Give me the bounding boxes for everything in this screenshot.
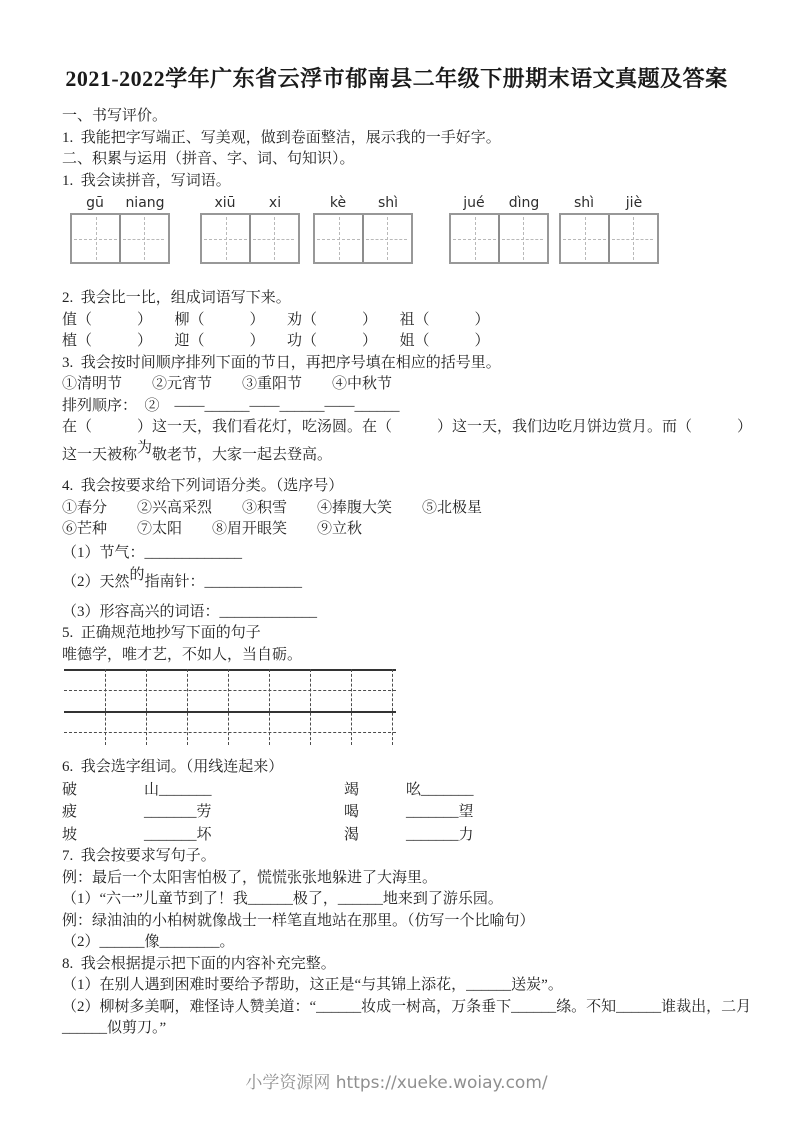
q3-order-line: 排列顺序： ② ——______——______——______ (62, 397, 400, 414)
q6-char: 破 (62, 781, 78, 798)
writing-box (70, 213, 170, 264)
q3-last-post: 敬老节，大家一起去登高。 (152, 446, 333, 463)
grid-line (310, 669, 311, 745)
q7-label: 7. 我会按要求写句子。 (62, 848, 216, 864)
pinyin-group (200, 195, 300, 264)
writing-cell (249, 215, 296, 262)
grid-line (187, 669, 188, 745)
q6-char: 坡 (62, 826, 78, 843)
q3-fill-line: 在（ ）这一天，我们看花灯，吃汤圆。在（ ）这一天，我们边吃月饼边赏月。而（ ） (62, 419, 753, 435)
q6-blank: _______望 (406, 804, 474, 820)
section1-item1: 1. 我能把字写端正、写美观，做到卷面整洁，展示我的一手好字。 (62, 129, 501, 146)
pinyin-syllable: jué (463, 195, 485, 211)
pinyin-syllable: niang (125, 195, 165, 211)
page-title: 2021-2022学年广东省云浮市郁南县二年级下册期末语文真题及答案 (65, 66, 728, 91)
q6-char: 竭 (344, 781, 360, 798)
pinyin-group (449, 195, 549, 264)
q2-row2: 植（ ） 迎（ ） 功（ ） 姐（ ） (62, 333, 490, 349)
q4-options2: ⑥芒种 ⑦太阳 ⑧眉开眼笑 ⑨立秋 (62, 521, 363, 537)
grid-line (392, 669, 393, 745)
q7-sub2: （2）______像________。 (62, 934, 235, 950)
grid-line (64, 690, 396, 691)
grid-line (64, 711, 396, 713)
q6-char: 渴 (344, 826, 360, 843)
writing-cell (608, 215, 655, 262)
pinyin-group (70, 195, 170, 264)
q3-last-line (62, 439, 775, 467)
writing-cell (72, 215, 119, 262)
q6-match-row (62, 779, 775, 802)
section2-heading: 二、积累与运用（拼音、字、词、句知识）。 (62, 151, 355, 167)
writing-box (200, 213, 300, 264)
q4-superscript: 的 (129, 567, 145, 583)
writing-box (449, 213, 549, 264)
pinyin-syllable: xi (268, 195, 282, 211)
writing-cell (315, 215, 362, 262)
pinyin-group (313, 195, 413, 264)
q6-blank: _______坏 (144, 826, 212, 843)
q2-label: 2. 我会比一比，组成词语写下来。 (62, 290, 291, 306)
footer-link[interactable]: 小学资源网 https://xueke.woiay.com/ (245, 1073, 548, 1093)
q6-blank: 山_______ (144, 781, 212, 798)
writing-cell (451, 215, 498, 262)
pinyin-syllable: dìng (508, 195, 540, 211)
q6-match-row (62, 801, 775, 824)
writing-cell (119, 215, 166, 262)
q5-label: 5. 正确规范地抄写下面的句子 (62, 625, 261, 641)
pinyin-syllable: kè (329, 195, 347, 211)
q3-superscript: 为 (137, 439, 153, 456)
q6-blank: _______力 (406, 826, 474, 843)
q6-blank: _______劳 (144, 804, 212, 820)
grid-line (269, 669, 270, 745)
pinyin-labels (313, 195, 413, 211)
q6-char: 疲 (62, 804, 78, 820)
q3-options: ①清明节 ②元宵节 ③重阳节 ④中秋节 (62, 376, 393, 392)
q8-sub1: （1）在别人遇到困难时要给予帮助，这正是“与其锦上添花，______送炭”。 (62, 977, 563, 993)
q6-blank: 吆_______ (406, 781, 474, 798)
grid-line (64, 669, 396, 671)
q4-sub2-pre: （2）天然 (62, 574, 130, 590)
writing-cell (561, 215, 608, 262)
q8-sub2-line2: ______似剪刀。” (62, 1020, 167, 1036)
grid-line (146, 669, 147, 745)
pinyin-grid-row (62, 195, 775, 264)
pinyin-syllable: shì (573, 195, 595, 211)
q2-row1: 值（ ） 柳（ ） 劝（ ） 祖（ ） (62, 311, 490, 328)
site-footer (0, 1068, 793, 1093)
pinyin-group (559, 195, 659, 264)
writing-box (559, 213, 659, 264)
copy-writing-grid (64, 669, 396, 745)
q7-example1: 例：最后一个太阳害怕极了，慌慌张张地躲进了大海里。 (62, 869, 438, 886)
writing-box (313, 213, 413, 264)
pinyin-labels (200, 195, 300, 211)
q4-sub2 (62, 567, 775, 594)
q3-label: 3. 我会按时间顺序排列下面的节日，再把序号填在相应的括号里。 (62, 354, 501, 371)
q4-sub1: （1）节气：_____________ (62, 544, 243, 561)
writing-cell (362, 215, 409, 262)
grid-line (64, 732, 396, 733)
writing-cell (498, 215, 545, 262)
q5-sentence: 唯德学，唯才艺，不如人，当自砺。 (62, 646, 303, 663)
q1-label: 1. 我会读拼音，写词语。 (62, 172, 231, 189)
q4-label: 4. 我会按要求给下列词语分类。（选序号） (62, 478, 344, 494)
grid-line (105, 669, 106, 745)
pinyin-syllable: xiū (214, 195, 236, 211)
q6-match-row (62, 824, 775, 847)
pinyin-syllable: jiè (625, 195, 643, 211)
grid-line (351, 669, 352, 745)
pinyin-labels (559, 195, 659, 211)
q4-options1: ①春分 ②兴高采烈 ③积雪 ④捧腹大笑 ⑤北极星 (62, 499, 483, 516)
q8-sub2-line1: （2）柳树多美啊，难怪诗人赞美道：“______妆成一树高，万条垂下______绦。不知______谁裁出，二月 (62, 998, 752, 1015)
q7-example2: 例：绿油油的小柏树就像战士一样笔直地站在那里。（仿写一个比喻句） (62, 912, 535, 929)
writing-cell (202, 215, 249, 262)
q7-sub1: （1）“六一”儿童节到了！我______极了，______地来到了游乐园。 (62, 891, 503, 907)
q4-sub3: （3）形容高兴的词语：_____________ (62, 603, 318, 620)
pinyin-syllable: gū (86, 195, 104, 211)
q6-char: 喝 (344, 804, 360, 820)
pinyin-labels (449, 195, 549, 211)
q4-sub2-post: 指南针：_____________ (144, 574, 303, 590)
pinyin-syllable: shì (377, 195, 399, 211)
q3-last-pre: 这一天被称 (62, 446, 138, 463)
q8-label: 8. 我会根据提示把下面的内容补充完整。 (62, 955, 336, 972)
section1-heading: 一、书写评价。 (62, 108, 168, 124)
q6-label: 6. 我会选字组词。（用线连起来） (62, 759, 284, 775)
grid-line (228, 669, 229, 745)
pinyin-labels (70, 195, 170, 211)
